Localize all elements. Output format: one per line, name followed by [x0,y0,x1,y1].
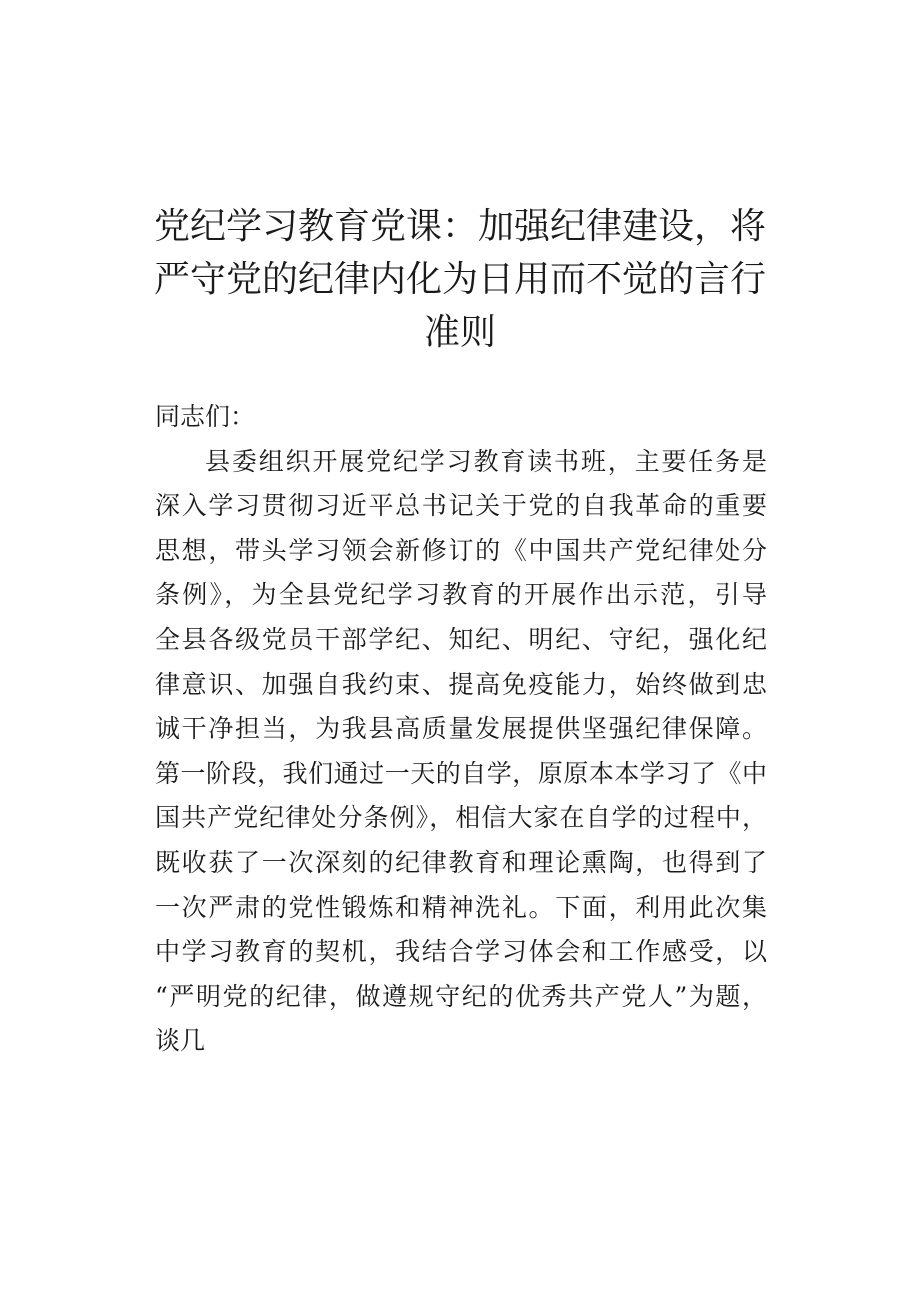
title-line: 党纪学习教育党课：加强纪律建设，将 [153,206,766,247]
body-line: 国共产党纪律处分条例》，相信大家在自学的过程中， [155,803,767,833]
title-line: 严守党的纪律内化为日用而不觉的言行 [153,259,766,300]
body-line: 县委组织开展党纪学习教育读书班，主要任务是 [205,446,767,476]
body-line: 第一阶段，我们通过一天的自学，原原本本学习了《中 [155,758,767,788]
salutation: 同志们： [155,402,256,431]
body-line: 谈几 [155,1026,206,1056]
body-line: 诚干净担当，为我县高质量发展提供坚强纪律保障。 [155,714,767,744]
body-line: 深入学习贯彻习近平总书记关于党的自我革命的重要 [155,491,767,521]
body-line: “严明党的纪律，做遵规守纪的优秀共产党人”为题， [155,981,767,1011]
body-line: 思想，带头学习领会新修订的《中国共产党纪律处分 [155,535,767,565]
body-line: 既收获了一次深刻的纪律教育和理论熏陶，也得到了 [155,847,767,877]
body-line: 条例》，为全县党纪学习教育的开展作出示范，引导 [155,580,767,610]
body-line: 全县各级党员干部学纪、知纪、明纪、守纪，强化纪 [155,624,767,654]
body-line: 中学习教育的契机，我结合学习体会和工作感受，以 [155,937,767,967]
body-line: 律意识、加强自我约束、提高免疫能力，始终做到忠 [155,669,767,699]
document-title [150,200,770,359]
title-line: 准则 [423,312,496,353]
document-body [155,395,767,1064]
body-line: 一次严肃的党性锻炼和精神洗礼。下面，利用此次集 [155,892,767,922]
